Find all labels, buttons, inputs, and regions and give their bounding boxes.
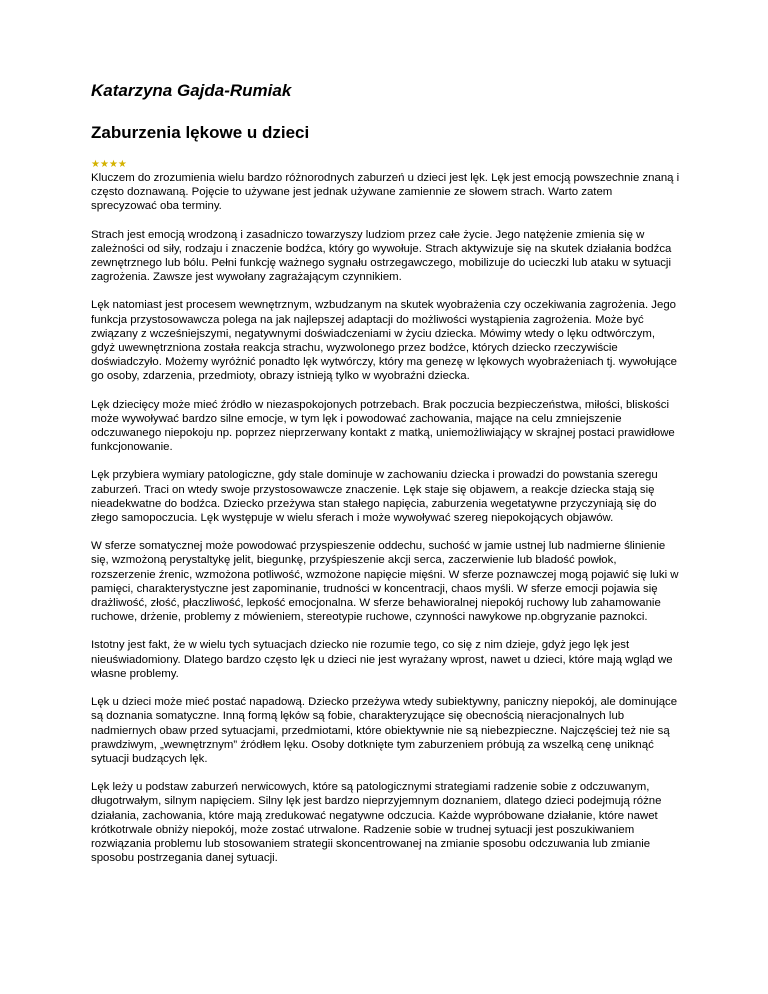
document-page <box>91 80 681 879</box>
document-title: Zaburzenia lękowe u dzieci <box>91 123 310 142</box>
paragraph: Lęk dziecięcy może mieć źródło w niezaspokojonych potrzebach. Brak poczucia bezpieczeństwa, miłości, bliskości może wywoływać bardzo silne emocje, w tym lęk i powodować zachowania, mające na celu zmniejszenie odczuwanego niepokoju np. poprzez nieprzerwany kontakt z matką, uniemożliwiający w skrajnej postaci prawidłowe funkcjonowanie. <box>91 398 675 454</box>
author-name: Katarzyna Gajda-Rumiak <box>91 81 292 100</box>
star-icon: ★ <box>108 159 118 170</box>
paragraph: Strach jest emocją wrodzoną i zasadniczo towarzyszy ludziom przez całe życie. Jego natężenie zmienia się w zależności od siły, rodzaju i znaczenie bodźca, który go wywołuje. Strach aktywizuje się na skutek działania bodźca zewnętrznego lub bólu. Pełni funkcję ważnego sygnału ostrzegawczego, mobilizuje do ucieczki lub ataku w sytuacji zagrożenia. Zawsze jest wywołany zagrażającym czynnikiem. <box>91 228 672 284</box>
paragraph: Istotny jest fakt, że w wielu tych sytuacjach dziecko nie rozumie tego, co się z nim dzieje, gdyż jego lęk jest nieuświadomiony. Dlatego bardzo często lęk u dzieci nie jest wyrażany wprost, nawet u dzieci, które mają wgląd we własne problemy. <box>91 639 673 680</box>
star-icon: ★ <box>99 159 109 170</box>
star-icon: ★ <box>91 159 100 170</box>
paragraph: Kluczem do zrozumienia wielu bardzo różnorodnych zaburzeń u dzieci jest lęk. Lęk jest emocją powszechnie znaną i często doznawaną. Pojęcie to używane jest jednak używane zamiennie ze słowem strach. Warto zatem sprecyzować oba terminy. <box>91 172 680 213</box>
paragraph: W sferze somatycznej może powodować przyspieszenie oddechu, suchość w jamie ustnej lub nadmierne ślinienie się, wzmożoną perystaltykę jelit, biegunkę, przyśpieszenie akcji serca, zaczerwienie lub bladość powłok, rozszerzenie źrenic, wzmożona potliwość, wzmożone napięcie mięśni. W sferze poznawczej mogą pojawić się luki w pamięci, charakterystyczne jest zapominanie, trudności w koncentracji, chaos myśli. W sferze emocji pojawia się drażliwość, złość, płaczliwość, lepkość emocjonalna. W sferze behawioralnej niepokój ruchowy lub zahamowanie ruchowe, drżenie, problemy z mówieniem, stereotypie ruchowe, czynności nawykowe np.obgryzanie paznokci. <box>91 540 679 624</box>
paragraph: Lęk przybiera wymiary patologiczne, gdy stale dominuje w zachowaniu dziecka i prowadzi do powstania szeregu zaburzeń. Traci on wtedy swoje przystosowawcze znaczenie. Lęk staje się objawem, a reakcje dziecka stają się nieadekwatne do bodźca. Dziecko przeżywa stan stałego napięcia, zaburzenia wegetatywne przyczyniają się do złego samopoczucia. Lęk występuje w wielu sferach i może wywoływać szereg niepokojących objawów. <box>91 469 658 525</box>
star-rating <box>91 160 681 170</box>
paragraph: Lęk u dzieci może mieć postać napadową. Dziecko przeżywa wtedy subiektywny, paniczny niepokój, ale dominujące są doznania somatyczne. Inną formą lęków są fobie, charakteryzujące się obecnością nieracjonalnych lub nadmiernych obaw przed sytuacjami, przedmiotami, które obiektywnie nie są niebezpieczne. Najczęściej też nie są prawdziwym, „wewnętrznym” źródłem lęku. Osoby dotknięte tym zaburzeniem próbują za wszelką cenę uniknąć sytuacji budzących lęk. <box>91 696 678 765</box>
star-icon: ★ <box>117 159 127 170</box>
paragraph: Lęk leży u podstaw zaburzeń nerwicowych, które są patologicznymi strategiami radzenie sobie z odczuwanym, długotrwałym, silnym napięciem. Silny lęk jest bardzo nieprzyjemnym doznaniem, dlatego dzieci podejmują różne działania, zachowania, które mają zredukować negatywne odczucia. Każde wypróbowane działanie, które nawet krótkotrwale obniży niepokój, może zostać utrwalone. Radzenie sobie w trudnej sytuacji jest poszukiwaniem rozwiązania problemu lub stosowaniem strategii skoncentrowanej na zmianie sposobu odczuwania lub zmianie sposobu postrzegania danej sytuacji. <box>91 781 662 865</box>
paragraph: Lęk natomiast jest procesem wewnętrznym, wzbudzanym na skutek wyobrażenia czy oczekiwania zagrożenia. Jego funkcja przystosowawcza polega na jak najlepszej adaptacji do możliwości wystąpienia zagrożenia. Może być związany z wcześniejszymi, negatywnymi doświadczeniami w życiu dziecka. Mówimy wtedy o lęku odtwórczym, gdyż uwewnętrzniona została reakcja strachu, wyzwolonego przez bodźce, których dziecko rzeczywiście doświadczyło. Możemy wyróżnić ponadto lęk wytwórczy, który ma genezę w lękowych wyobrażeniach tj. wywołujące go osoby, zdarzenia, przedmioty, obrazy istnieją tylko w wyobraźni dziecka. <box>91 299 678 383</box>
